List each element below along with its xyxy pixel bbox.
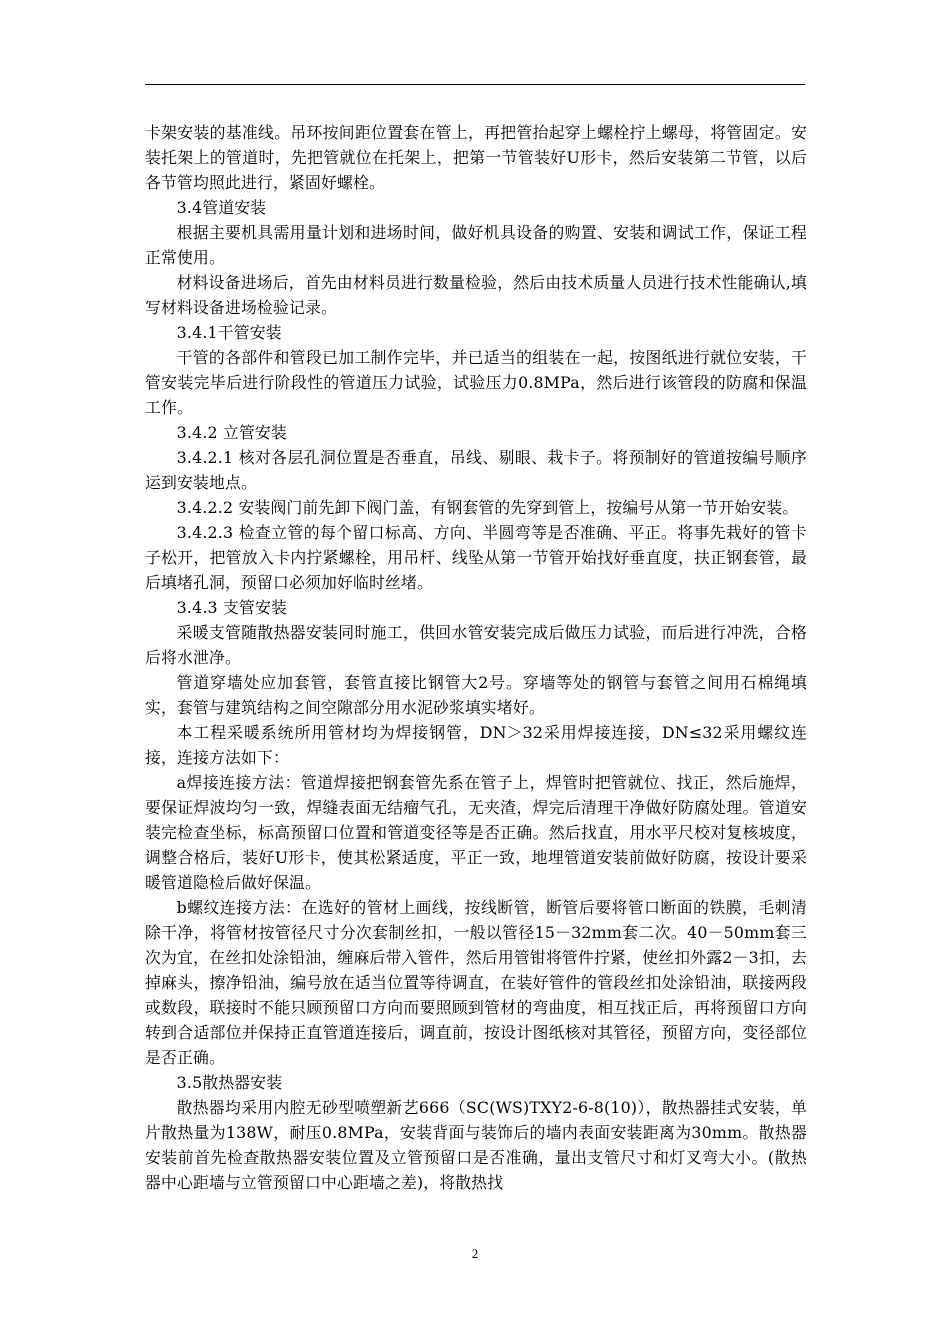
paragraph: 3.4.2.2 安装阀门前先卸下阀门盖，有钢套管的先穿到管上，按编号从第一节开始安装。	[176, 498, 799, 517]
paragraph: 3.4.2.3 检查立管的每个留口标高、方向、半圆弯等是否准确、平正。将事先栽好的管卡子松开，把管放入卡内拧紧螺栓，用吊杆、线坠从第一节管开始找好垂直度，扶正钢套管，最后填堵孔洞，预留口必须加好临时丝堵。	[145, 523, 807, 592]
section-heading-3-4-3: 3.4.3 支管安装	[176, 598, 287, 617]
header-rule	[145, 84, 805, 85]
paragraph: b螺纹连接方法：在选好的管材上画线，按线断管，断管后要将管口断面的铁膜，毛刺清除干净，将管材按管径尺寸分次套制丝扣，一般以管径15－32mm套二次。40－50mm套三次为宜，在丝扣处涂铅油，缠麻后带入管件，然后用管钳将管件拧紧，使丝扣外露2－3扣，去掉麻头，擦净铅油，编号放在适当位置等待调直，在装好管件的管段丝扣处涂铅油，联接两段或数段，联接时不能只顾预留口方向而要照顾到管材的弯曲度，相互找正后，再将预留口方向转到合适部位并保持正直管道连接后，调直前，按设计图纸核对其管径，预留方向，变径部位是否正确。	[145, 898, 807, 1067]
paragraph: 散热器均采用内腔无砂型喷塑新艺666（SC(WS)TXY2-6-8(10)），散热器挂式安装，单片散热量为138W，耐压0.8MPa，安装背面与装饰后的墙内表面安装距离为30mm。散热器安装前首先检查散热器安装位置及立管预留口是否准确，量出支管尺寸和灯叉弯大小。(散热器中心距墙与立管预留口中心距墙之差)，将散热找	[145, 1098, 807, 1192]
paragraph: 3.4.2.1 核对各层孔洞位置是否垂直，吊线、剔眼、栽卡子。将预制好的管道按编号顺序运到安装地点。	[145, 448, 807, 492]
section-heading-3-4-1: 3.4.1干管安装	[176, 323, 282, 342]
paragraph: 根据主要机具需用量计划和进场时间，做好机具设备的购置、安装和调试工作，保证工程正常使用。	[145, 223, 807, 267]
paragraph: 干管的各部件和管段已加工制作完毕，并已适当的组装在一起，按图纸进行就位安装，干管安装完毕后进行阶段性的管道压力试验，试验压力0.8MPa，然后进行该管段的防腐和保温工作。	[145, 348, 807, 417]
page-number: 2	[471, 1246, 479, 1261]
paragraph: 管道穿墙处应加套管，套管直接比钢管大2号。穿墙等处的钢管与套管之间用石棉绳填实，套管与建筑结构之间空隙部分用水泥砂浆填实堵好。	[145, 673, 807, 717]
section-heading-3-5: 3.5散热器安装	[176, 1073, 283, 1092]
paragraph: a焊接连接方法：管道焊接把钢套管先系在管子上，焊管时把管就位、找正，然后施焊，要保证焊波均匀一致，焊缝表面无结瘤气孔，无夹渣，焊完后清理干净做好防腐处理。管道安装完检查坐标，标高预留口位置和管道变径等是否正确。然后找直，用水平尺校对复核坡度，调整合格后，装好U形卡，使其松紧适度，平正一致，地埋管道安装前做好防腐，按设计要采暖管道隐检后做好保温。	[145, 773, 807, 892]
section-heading-3-4: 3.4管道安装	[176, 198, 267, 217]
paragraph: 采暖支管随散热器安装同时施工，供回水管安装完成后做压力试验，而后进行冲洗，合格后将水泄净。	[145, 623, 807, 667]
paragraph: 材料设备进场后，首先由材料员进行数量检验，然后由技术质量人员进行技术性能确认,填写材料设备进场检验记录。	[145, 273, 807, 317]
paragraph: 本工程采暖系统所用管材均为焊接钢管，DN＞32采用焊接连接，DN≤32采用螺纹连接，连接方法如下：	[145, 723, 807, 767]
document-body	[145, 120, 807, 1195]
section-heading-3-4-2: 3.4.2 立管安装	[176, 423, 287, 442]
paragraph-continuation: 卡架安装的基准线。吊环按间距位置套在管上，再把管抬起穿上螺栓拧上螺母，将管固定。安装托架上的管道时，先把管就位在托架上，把第一节管装好U形卡，然后安装第二节管，以后各节管均照此进行，紧固好螺栓。	[145, 123, 807, 192]
